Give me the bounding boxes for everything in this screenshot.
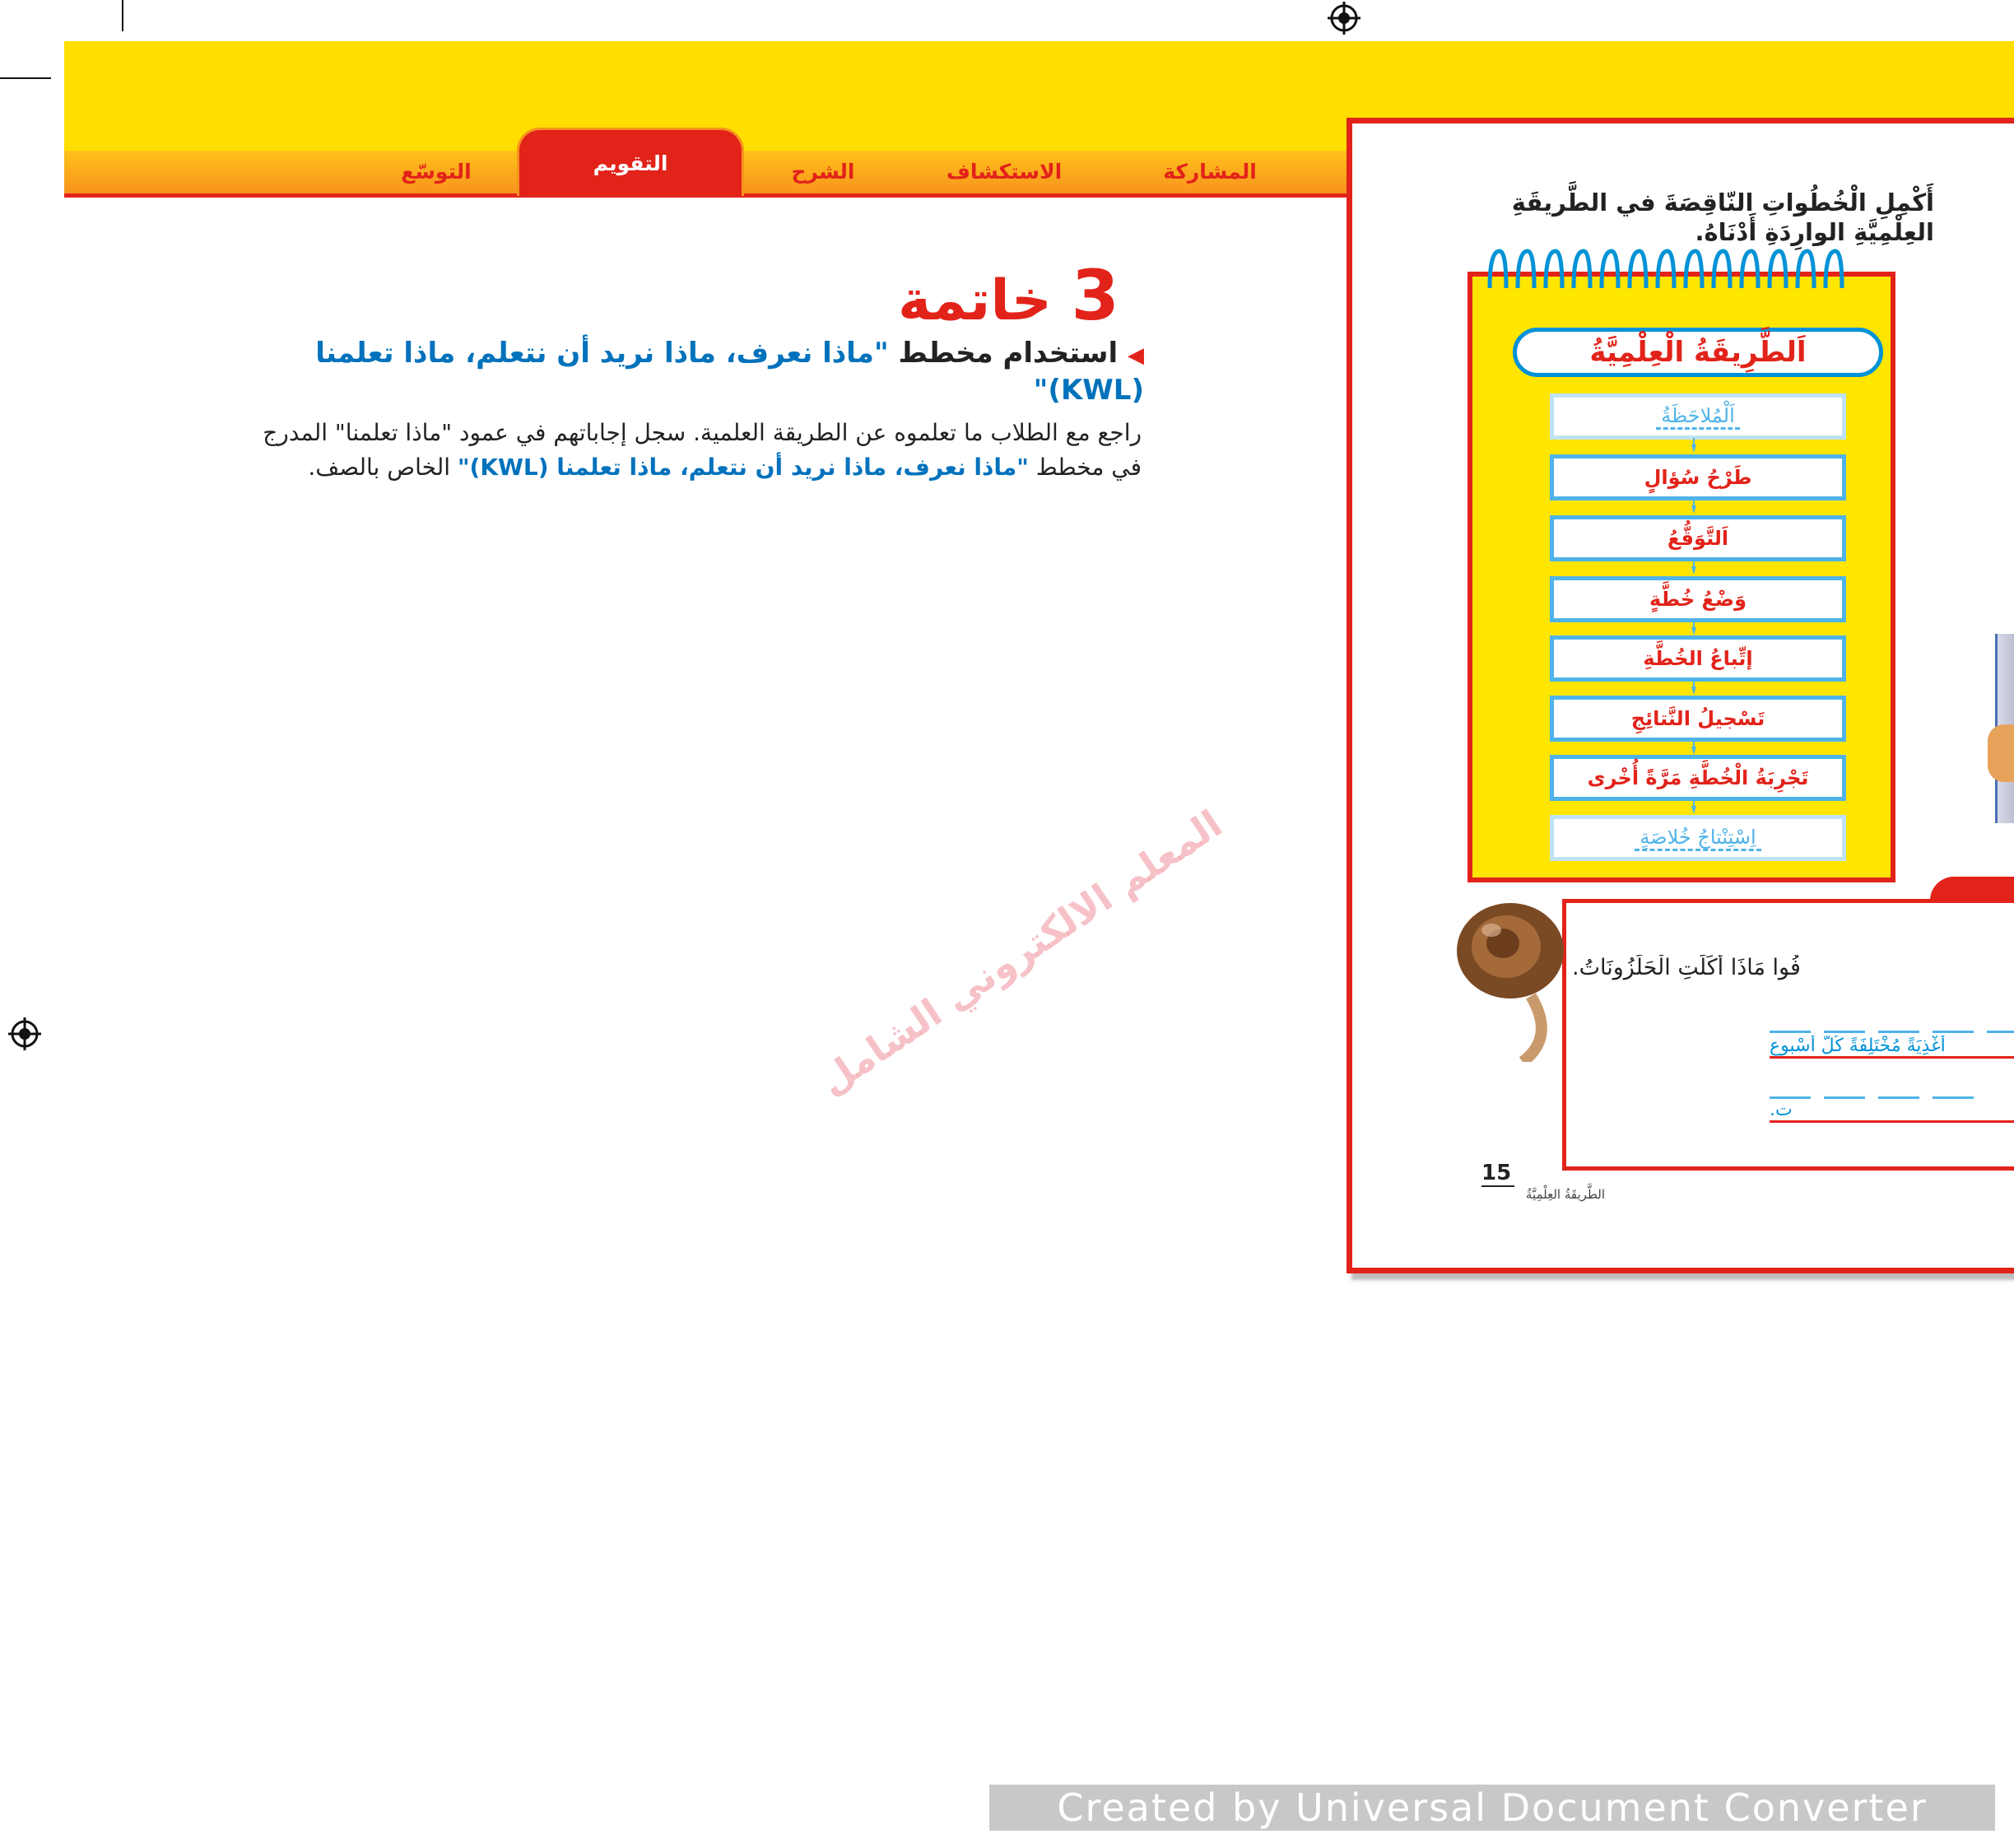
answer-line-2[interactable]: ت. bbox=[1770, 1100, 2014, 1123]
crop-mark-left bbox=[0, 77, 51, 79]
step-repeat-plan bbox=[1550, 755, 1846, 801]
arrow-down-icon bbox=[1691, 438, 1696, 453]
tab-explain[interactable]: الشرح bbox=[791, 159, 855, 184]
arrow-down-icon bbox=[1691, 560, 1696, 575]
step-label: طَرْحُ سُؤالٍ bbox=[1644, 466, 1752, 489]
arrow-down-icon bbox=[1691, 499, 1696, 514]
converter-banner: Created by Universal Document Converter bbox=[989, 1785, 1995, 1831]
arrow-down-icon bbox=[1691, 740, 1696, 755]
tab-extend[interactable]: التوسّع bbox=[401, 159, 472, 184]
registration-mark-left bbox=[8, 1017, 41, 1050]
notebook-spiral-icon bbox=[1481, 247, 1868, 293]
step-conclusion[interactable] bbox=[1550, 815, 1846, 861]
arrow-down-icon bbox=[1691, 680, 1696, 695]
step-record-results bbox=[1550, 696, 1846, 742]
step-label: إتِّباعُ الخُطَّةِ bbox=[1643, 647, 1753, 670]
step-label: وَضْعُ خُطَّةٍ bbox=[1649, 588, 1747, 611]
page-number: 15 bbox=[1481, 1161, 1514, 1187]
hand-illustration bbox=[1988, 724, 2014, 782]
answer-line-1[interactable]: أَغْذِيَةً مُخْتَلِفَةً كُلَّ أُسْبوعٍ bbox=[1770, 1036, 2014, 1059]
kwl-subheading bbox=[272, 336, 1144, 407]
body-text-end: الخاص بالصف. bbox=[308, 454, 451, 481]
notebook-title: اَلطَّرِيقَةُ الْعِلْمِيَّةُ bbox=[1513, 328, 1883, 377]
student-instruction: أَكْمِلِ الْخُطُواتِ النّاقِصَةَ في الطَّريقَةِ العِلْمِيَّةِ الوارِدَةِ أَدْنَاهُ. bbox=[1511, 189, 1934, 246]
registration-mark-top bbox=[1328, 2, 1360, 35]
body-text-start: راجع مع الطلاب ما تعلموه عن الطريقة العلمية. سجل إجاباتهم في عمود "ماذا تعلمنا" المدرج في مخطط bbox=[263, 419, 1142, 481]
guide-body-paragraph bbox=[259, 416, 1142, 485]
body-text-kwl: "ماذا نعرف، ماذا نريد أن نتعلم، ماذا تعلمنا (KWL)" bbox=[457, 454, 1029, 481]
question-box bbox=[1562, 899, 2014, 1171]
step-label: اَلْمُلاحَظَةُ bbox=[1656, 404, 1740, 430]
section-title: خاتمة bbox=[897, 268, 1052, 333]
step-follow-plan bbox=[1550, 635, 1846, 682]
page-footer: الطَّريقَةُ العِلْمِيَّةُ bbox=[1525, 1187, 1605, 1202]
watermark: المعلم الالكتروني الشامل bbox=[811, 801, 1230, 1104]
step-label: تَسْجيلُ النَّتائِجِ bbox=[1630, 707, 1765, 730]
section-heading bbox=[823, 255, 1119, 336]
step-label: تَجْرِبَةُ الْخُطَّةِ مَرَّةً أُخْرى bbox=[1587, 766, 1809, 789]
tab-engage[interactable]: المشاركة bbox=[1163, 159, 1257, 184]
section-number: 3 bbox=[1071, 255, 1119, 336]
question-text: فُوا مَاذَا أَكَلَتِ الْحَلَزُونَاتُ. bbox=[1572, 955, 1801, 980]
step-ask-question bbox=[1550, 454, 1846, 500]
triangle-bullet-icon: ◀ bbox=[1128, 343, 1144, 368]
step-prediction bbox=[1550, 515, 1846, 561]
crop-mark-top bbox=[122, 0, 123, 31]
step-label: اَلتَّوَقُّعُ bbox=[1667, 527, 1729, 550]
step-observation[interactable] bbox=[1550, 393, 1846, 440]
snail-icon bbox=[1449, 897, 1572, 1062]
subheading-blue-text: "ماذا نعرف، ماذا نريد أن نتعلم، ماذا تعلمنا (KWL)" bbox=[315, 337, 1144, 407]
arrow-down-icon bbox=[1691, 799, 1696, 814]
tab-explore[interactable]: الاستكشاف bbox=[946, 159, 1063, 184]
arrow-down-icon bbox=[1691, 621, 1696, 635]
answer-guide-line bbox=[1770, 1096, 1975, 1099]
tab-evaluate[interactable]: التقويم bbox=[517, 128, 744, 196]
subheading-dark-text: استخدام مخطط bbox=[898, 337, 1119, 370]
step-make-plan bbox=[1550, 576, 1846, 622]
answer-guide-line bbox=[1770, 1031, 2014, 1033]
step-label: اِسْتِنْتاجُ خُلاصَةٍ bbox=[1635, 826, 1761, 851]
